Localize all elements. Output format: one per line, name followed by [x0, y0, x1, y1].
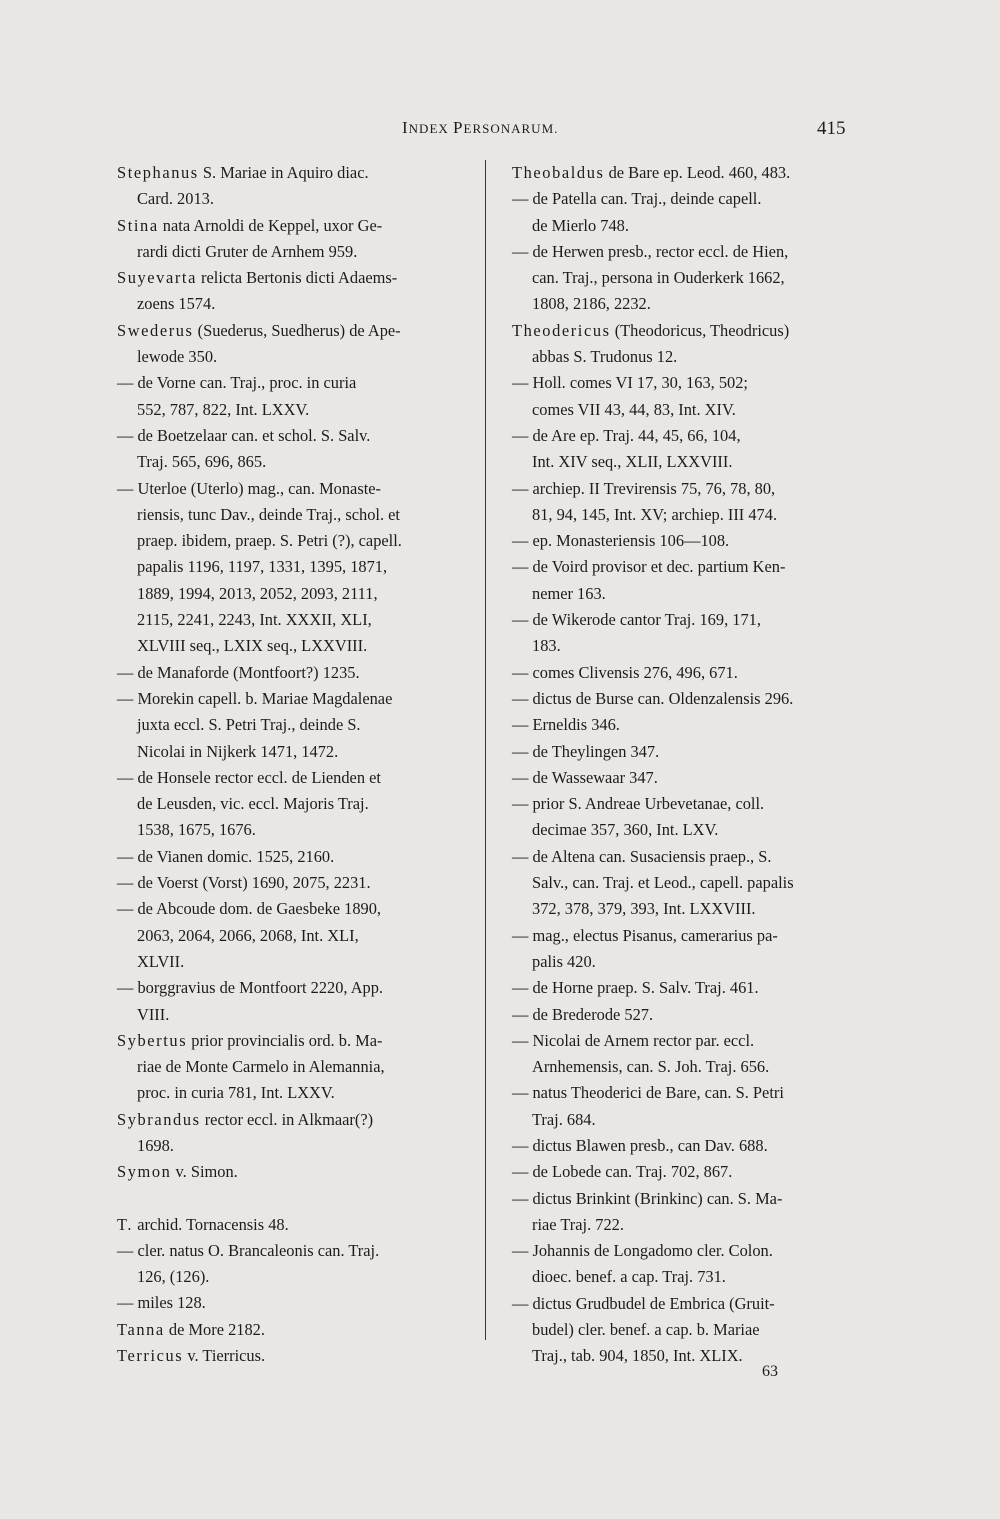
index-subentry — [512, 423, 857, 449]
index-subentry — [117, 870, 479, 896]
index-subentry — [512, 739, 857, 765]
entry-text: 2115, 2241, 2243, Int. XXXII, XLI, — [137, 610, 372, 630]
entry-text: Nicolai in Nijkerk 1471, 1472. — [137, 741, 339, 761]
entry-text: — Nicolai de Arnem rector par. eccl. — [512, 1030, 755, 1050]
entry-text: Arnhemensis, can. S. Joh. Traj. 656. — [532, 1057, 770, 1077]
index-entry-continuation — [512, 1054, 857, 1080]
entry-text: 1889, 1994, 2013, 2052, 2093, 2111, — [137, 583, 378, 603]
entry-text: comes VII 43, 44, 83, Int. XIV. — [532, 399, 736, 419]
entry-text: — borggravius de Montfoort 2220, App. — [117, 978, 384, 998]
entry-text: v. Simon. — [171, 1162, 238, 1182]
entry-text: — prior S. Andreae Urbevetanae, coll. — [512, 794, 765, 814]
entry-text: zoens 1574. — [137, 294, 216, 314]
entry-name: Suyevarta — [117, 268, 197, 288]
index-column-right — [512, 160, 857, 1370]
entry-text: — de Wassewaar 347. — [512, 767, 658, 787]
index-entry-head — [117, 1107, 479, 1133]
index-entry-continuation — [117, 581, 479, 607]
entry-text: lewode 350. — [137, 347, 218, 367]
entry-name: Terricus — [117, 1346, 184, 1366]
entry-text: decimae 357, 360, Int. LXV. — [532, 820, 719, 840]
entry-text: — de Brederode 527. — [512, 1004, 654, 1024]
entry-text: VIII. — [137, 1004, 170, 1024]
index-subentry — [117, 423, 479, 449]
entry-text: — ep. Monasteriensis 106—108. — [512, 531, 730, 551]
index-entry-continuation — [117, 397, 479, 423]
index-entry-continuation — [512, 344, 857, 370]
entry-text: Traj., tab. 904, 1850, Int. XLIX. — [532, 1346, 743, 1366]
index-subentry — [512, 712, 857, 738]
entry-text: — de Voird provisor et dec. partium Ken- — [512, 557, 786, 577]
index-subentry — [512, 1159, 857, 1185]
index-subentry — [512, 975, 857, 1001]
entry-text: — de Abcoude dom. de Gaesbeke 1890, — [117, 899, 382, 919]
index-entry-continuation — [512, 949, 857, 975]
index-subentry — [512, 239, 857, 265]
index-subentry — [117, 765, 479, 791]
entry-text: v. Tierricus. — [183, 1346, 266, 1366]
index-entry-continuation — [117, 528, 479, 554]
index-subentry — [512, 791, 857, 817]
entry-text: 1698. — [137, 1135, 174, 1155]
entry-text: — cler. natus O. Brancaleonis can. Traj. — [117, 1240, 380, 1260]
entry-text: — Morekin capell. b. Mariae Magdalenae — [117, 688, 393, 708]
entry-text: papalis 1196, 1197, 1331, 1395, 1871, — [137, 557, 388, 577]
entry-text: — de Herwen presb., rector eccl. de Hien, — [512, 241, 789, 261]
entry-text: Traj. 565, 696, 865. — [137, 452, 267, 472]
entry-text: 552, 787, 822, Int. LXXV. — [137, 399, 310, 419]
entry-name: Stephanus — [117, 163, 199, 182]
index-entry-continuation — [512, 870, 857, 896]
index-subentry — [512, 186, 857, 212]
index-entry-continuation — [117, 607, 479, 633]
index-entry-continuation — [117, 291, 479, 317]
entry-text: — Holl. comes VI 17, 30, 163, 502; — [512, 373, 748, 393]
entry-text: palis 420. — [532, 951, 596, 971]
entry-name: Theodericus — [512, 320, 611, 340]
index-subentry — [512, 528, 857, 554]
entry-text: riensis, tunc Dav., deinde Traj., schol. et — [137, 504, 400, 524]
index-entry-continuation — [512, 502, 857, 528]
entry-text: — de Wikerode cantor Traj. 169, 171, — [512, 610, 761, 630]
entry-text: — dictus Grudbudel de Embrica (Gruit- — [512, 1293, 775, 1313]
entry-text: riae de Monte Carmelo in Alemannia, — [137, 1057, 385, 1077]
index-entry-continuation — [512, 1343, 857, 1369]
entry-name: Sybertus — [117, 1030, 188, 1050]
entry-text: budel) cler. benef. a cap. b. Mariae — [532, 1320, 760, 1340]
entry-text: — de Vorne can. Traj., proc. in curia — [117, 373, 357, 393]
index-entry-head — [117, 1317, 479, 1343]
entry-text: prior provincialis ord. b. Ma- — [187, 1030, 383, 1050]
index-subentry — [512, 476, 857, 502]
index-subentry — [512, 1238, 857, 1264]
entry-text: rector eccl. in Alkmaar(?) — [200, 1109, 374, 1129]
index-entry-continuation — [512, 581, 857, 607]
index-subentry — [512, 1186, 857, 1212]
entry-text: XLVII. — [137, 951, 185, 971]
entry-text: — de Vianen domic. 1525, 2160. — [117, 846, 335, 866]
index-entry-head — [117, 318, 479, 344]
entry-text: — de Honsele rector eccl. de Lienden et — [117, 767, 381, 787]
entry-text: can. Traj., persona in Ouderkerk 1662, — [532, 268, 785, 288]
index-subentry — [117, 975, 479, 1001]
running-head-title: INDEX PERSONARUM. — [402, 118, 559, 137]
entry-text: de Mierlo 748. — [532, 215, 629, 235]
index-entry-continuation — [512, 1212, 857, 1238]
index-entry-head — [117, 265, 479, 291]
index-entry-continuation — [512, 213, 857, 239]
entry-text: Salv., can. Traj. et Leod., capell. papalis — [532, 873, 794, 893]
entry-text: — de Theylingen 347. — [512, 741, 660, 761]
index-subentry — [117, 844, 479, 870]
index-subentry — [512, 607, 857, 633]
page-number: 415 — [817, 118, 846, 139]
entry-text: riae Traj. 722. — [532, 1214, 624, 1234]
index-subentry — [117, 660, 479, 686]
index-column-left — [117, 160, 479, 1369]
entry-text: Int. XIV seq., XLII, LXXVIII. — [532, 452, 733, 472]
index-entry-continuation — [117, 344, 479, 370]
entry-text: — de Lobede can. Traj. 702, 867. — [512, 1162, 733, 1182]
entry-text: — dictus Brinkint (Brinkinc) can. S. Ma- — [512, 1188, 783, 1208]
entry-text: 183. — [532, 636, 561, 656]
index-entry-head — [117, 1343, 479, 1369]
entry-text: juxta eccl. S. Petri Traj., deinde S. — [137, 715, 361, 735]
entry-text: — comes Clivensis 276, 496, 671. — [512, 662, 738, 682]
entry-text: — archiep. II Trevirensis 75, 76, 78, 80, — [512, 478, 776, 498]
entry-text: — Johannis de Longadomo cler. Colon. — [512, 1241, 773, 1261]
index-subentry — [512, 1002, 857, 1028]
entry-text: rardi dicti Gruter de Arnhem 959. — [137, 241, 358, 261]
entry-text: 1538, 1675, 1676. — [137, 820, 256, 840]
index-subentry — [117, 1238, 479, 1264]
index-entry-continuation — [117, 949, 479, 975]
index-subentry — [512, 1133, 857, 1159]
index-subentry — [117, 370, 479, 396]
index-entry-continuation — [117, 1002, 479, 1028]
entry-name: Theobaldus — [512, 163, 605, 182]
index-entry-continuation — [117, 791, 479, 817]
index-entry-head — [512, 318, 857, 344]
index-entry-head — [117, 1159, 479, 1185]
entry-text: 126, (126). — [137, 1267, 210, 1287]
index-entry-continuation — [117, 1264, 479, 1290]
entry-text: — miles 128. — [117, 1293, 206, 1313]
column-divider — [485, 160, 486, 1340]
index-entry-continuation — [117, 554, 479, 580]
index-entry-head — [512, 160, 857, 186]
index-subentry — [117, 686, 479, 712]
entry-text: nemer 163. — [532, 583, 606, 603]
entry-text: — dictus de Burse can. Oldenzalensis 296. — [512, 688, 794, 708]
index-entry-continuation — [512, 265, 857, 291]
entry-text: — de Voerst (Vorst) 1690, 2075, 2231. — [117, 873, 371, 893]
index-subentry — [512, 554, 857, 580]
index-entry-continuation — [117, 1080, 479, 1106]
index-entry-continuation — [117, 712, 479, 738]
entry-text: Traj. 684. — [532, 1109, 596, 1129]
section-gap — [117, 1186, 479, 1212]
entry-text: archid. Tornacensis 48. — [133, 1214, 289, 1234]
entry-name: T. — [117, 1214, 134, 1234]
entry-text: — mag., electus Pisanus, camerarius pa- — [512, 925, 778, 945]
entry-text: — Erneldis 346. — [512, 715, 620, 735]
entry-name: Sybrandus — [117, 1109, 201, 1129]
entry-text: S. Mariae in Aquiro diac. — [198, 163, 369, 182]
entry-text: 2063, 2064, 2066, 2068, Int. XLI, — [137, 925, 359, 945]
entry-text: relicta Bertonis dicti Adaems- — [196, 268, 398, 288]
index-entry-continuation — [512, 633, 857, 659]
index-subentry — [117, 476, 479, 502]
index-entry-continuation — [512, 1264, 857, 1290]
index-subentry — [512, 765, 857, 791]
entry-text: nata Arnoldi de Keppel, uxor Ge- — [158, 215, 383, 235]
index-subentry — [512, 686, 857, 712]
entry-name: Stina — [117, 215, 159, 235]
entry-text: de Leusden, vic. eccl. Majoris Traj. — [137, 794, 369, 814]
entry-text: — Uterloe (Uterlo) mag., can. Monaste- — [117, 478, 381, 498]
entry-text: abbas S. Trudonus 12. — [532, 347, 678, 367]
index-entry-continuation — [117, 502, 479, 528]
entry-name: Symon — [117, 1162, 172, 1182]
index-entry-continuation — [512, 1317, 857, 1343]
running-header — [0, 118, 1000, 144]
entry-text: 1808, 2186, 2232. — [532, 294, 651, 314]
entry-name: Tanna — [117, 1319, 165, 1339]
index-entry-continuation — [117, 739, 479, 765]
entry-text: 372, 378, 379, 393, Int. LXXVIII. — [532, 899, 756, 919]
entry-text: proc. in curia 781, Int. LXXV. — [137, 1083, 335, 1103]
index-entry-continuation — [117, 817, 479, 843]
entry-text: (Theodoricus, Theodricus) — [610, 320, 790, 340]
index-entry-continuation — [117, 633, 479, 659]
index-subentry — [117, 896, 479, 922]
index-entry-head — [117, 1028, 479, 1054]
entry-text: de Bare ep. Leod. 460, 483. — [604, 163, 791, 182]
entry-text: praep. ibidem, praep. S. Petri (?), capell. — [137, 531, 402, 551]
index-subentry — [512, 1291, 857, 1317]
entry-text: — natus Theoderici de Bare, can. S. Petri — [512, 1083, 784, 1103]
index-entry-continuation — [117, 1054, 479, 1080]
index-entry-continuation — [512, 817, 857, 843]
entry-text: — de Horne praep. S. Salv. Traj. 461. — [512, 978, 759, 998]
index-subentry — [512, 1080, 857, 1106]
entry-text: — de Are ep. Traj. 44, 45, 66, 104, — [512, 425, 741, 445]
entry-text: — de Manaforde (Montfoort?) 1235. — [117, 662, 360, 682]
index-entry-continuation — [512, 896, 857, 922]
signature-mark: 63 — [762, 1363, 778, 1380]
entry-name: Swederus — [117, 320, 194, 340]
entry-text: — de Altena can. Susaciensis praep., S. — [512, 846, 772, 866]
entry-text: de More 2182. — [164, 1319, 265, 1339]
index-entry-continuation — [117, 923, 479, 949]
index-entry-continuation — [117, 186, 479, 212]
index-entry-continuation — [117, 239, 479, 265]
entry-text: — dictus Blawen presb., can Dav. 688. — [512, 1135, 768, 1155]
index-entry-head — [117, 213, 479, 239]
index-entry-continuation — [512, 397, 857, 423]
entry-text: dioec. benef. a cap. Traj. 731. — [532, 1267, 726, 1287]
index-subentry — [512, 370, 857, 396]
entry-text: (Suederus, Suedherus) de Ape- — [193, 320, 401, 340]
index-subentry — [512, 1028, 857, 1054]
entry-text: 81, 94, 145, Int. XV; archiep. III 474. — [532, 504, 778, 524]
index-subentry — [512, 844, 857, 870]
index-entry-continuation — [512, 1107, 857, 1133]
index-subentry — [117, 1290, 479, 1316]
index-subentry — [512, 660, 857, 686]
entry-text: — de Boetzelaar can. et schol. S. Salv. — [117, 425, 371, 445]
index-entry-continuation — [512, 291, 857, 317]
entry-text: XLVIII seq., LXIX seq., LXXVIII. — [137, 636, 368, 656]
index-entry-head — [117, 160, 479, 186]
index-entry-continuation — [512, 449, 857, 475]
entry-text: Card. 2013. — [137, 189, 214, 209]
index-entry-continuation — [117, 449, 479, 475]
entry-text: — de Patella can. Traj., deinde capell. — [512, 189, 762, 209]
index-entry-head — [117, 1212, 479, 1238]
index-subentry — [512, 923, 857, 949]
index-entry-continuation — [117, 1133, 479, 1159]
